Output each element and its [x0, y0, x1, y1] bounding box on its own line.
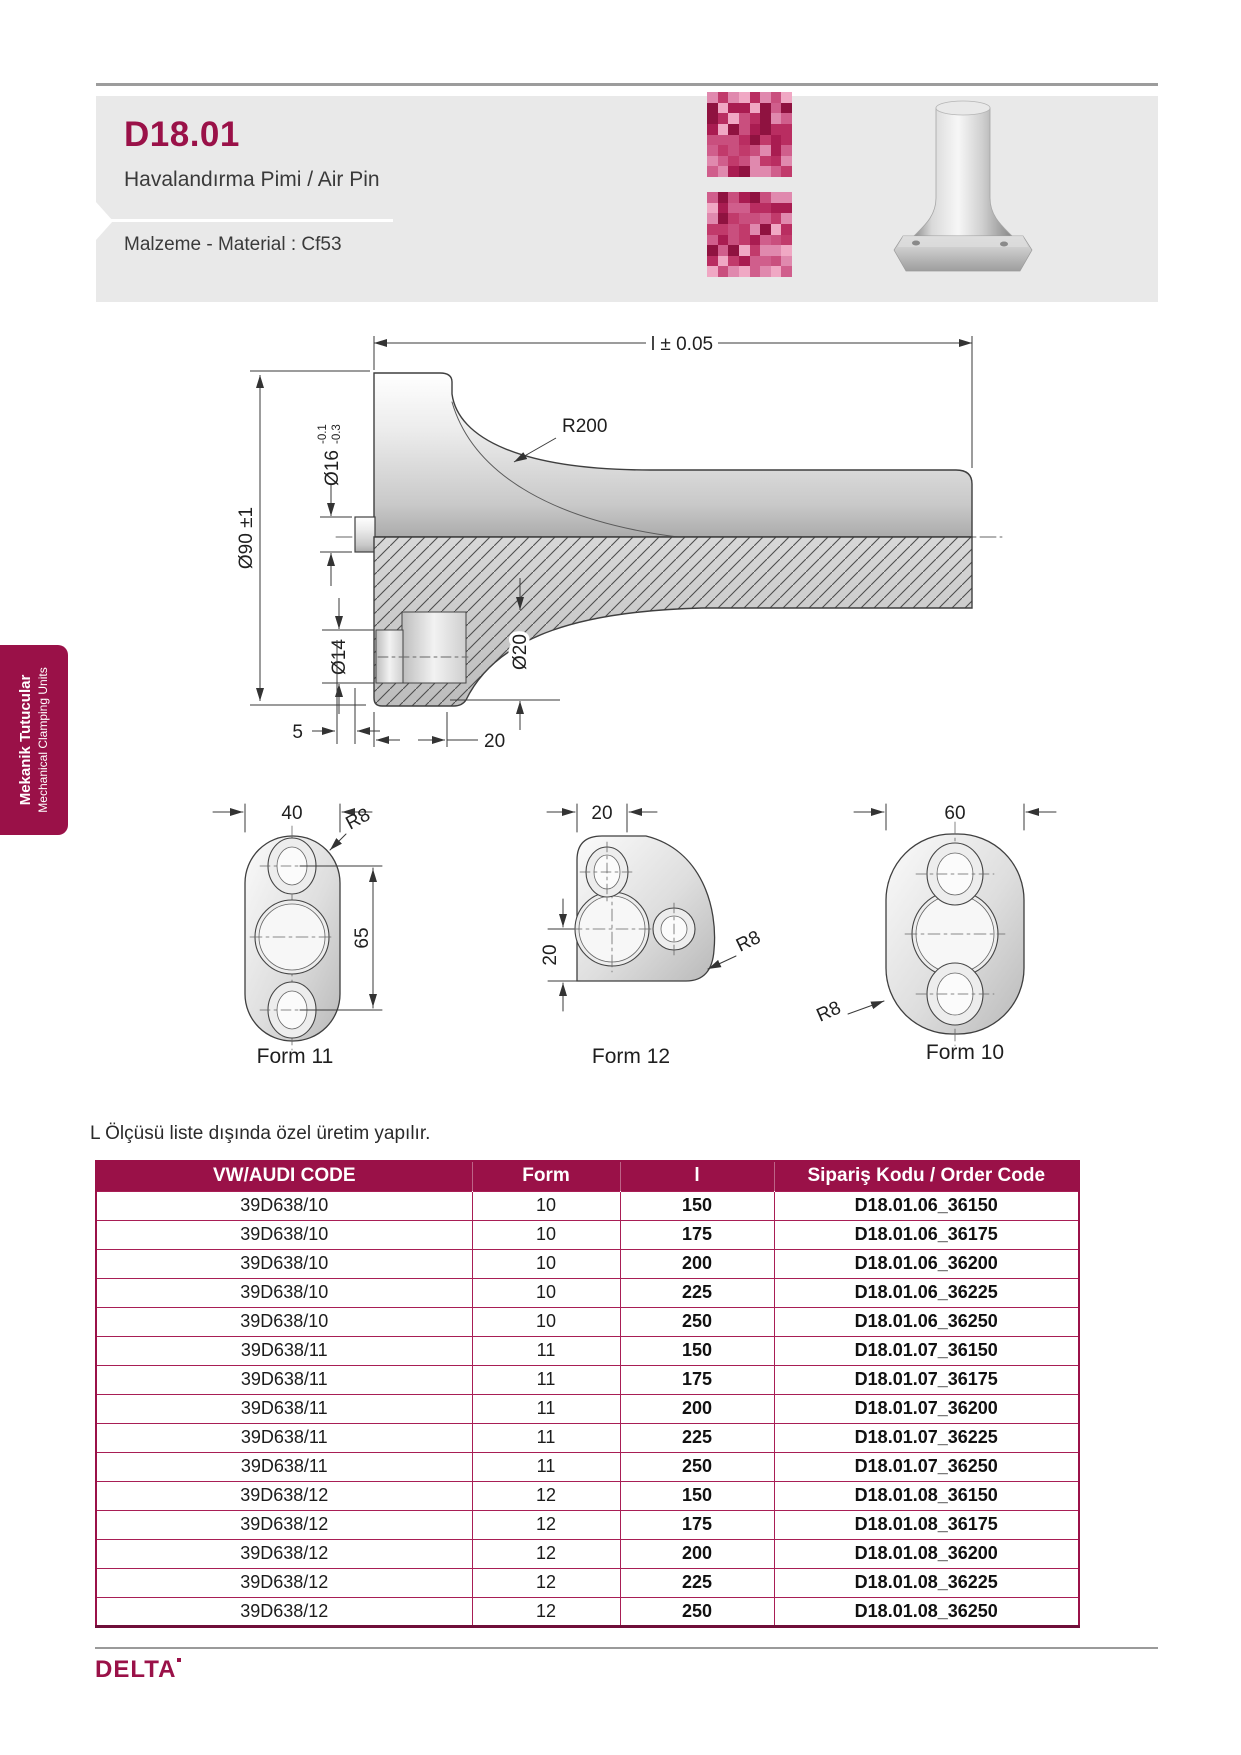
pin-3d-render: [894, 101, 1032, 271]
cell-vw-audi-code: 39D638/11: [96, 1452, 472, 1481]
cell-length: 175: [620, 1510, 774, 1539]
cell-length: 150: [620, 1481, 774, 1510]
cell-form: 11: [472, 1423, 620, 1452]
registered-mark: [177, 1658, 181, 1662]
cell-length: 150: [620, 1336, 774, 1365]
cell-vw-audi-code: 39D638/11: [96, 1423, 472, 1452]
cell-order-code: D18.01.08_36225: [774, 1568, 1079, 1597]
dim-d16-tol-upper: -0.1: [317, 424, 329, 444]
table-row: [96, 1423, 1079, 1452]
col-header-order-code: Sipariş Kodu / Order Code: [774, 1161, 1079, 1191]
cell-order-code: D18.01.06_36200: [774, 1249, 1079, 1278]
cell-order-code: D18.01.08_36175: [774, 1510, 1079, 1539]
cell-order-code: D18.01.08_36150: [774, 1481, 1079, 1510]
cell-form: 10: [472, 1307, 620, 1336]
cell-vw-audi-code: 39D638/12: [96, 1481, 472, 1510]
cell-form: 12: [472, 1510, 620, 1539]
form10-label: Form 10: [925, 1041, 1005, 1064]
cell-order-code: D18.01.08_36250: [774, 1597, 1079, 1626]
dim-step5-label: 5: [292, 722, 303, 743]
cell-length: 250: [620, 1452, 774, 1481]
cell-form: 10: [472, 1249, 620, 1278]
cell-vw-audi-code: 39D638/10: [96, 1249, 472, 1278]
sidebar-label-english: Mechanical Clamping Units: [35, 667, 50, 813]
cell-vw-audi-code: 39D638/12: [96, 1568, 472, 1597]
cell-form: 10: [472, 1220, 620, 1249]
cell-form: 11: [472, 1394, 620, 1423]
table-row: [96, 1336, 1079, 1365]
cell-vw-audi-code: 39D638/12: [96, 1597, 472, 1626]
form12-radius-dim: R8: [732, 926, 765, 957]
table-row: [96, 1597, 1079, 1626]
footer-rule: [95, 1647, 1158, 1649]
cell-length: 150: [620, 1191, 774, 1220]
table-row: [96, 1278, 1079, 1307]
dim-length-label: l ± 0.05: [650, 334, 714, 355]
table-row: [96, 1510, 1079, 1539]
material-info: Malzeme - Material : Cf53: [124, 234, 342, 255]
form11-drawing: [213, 803, 382, 1068]
dim-r200-label: R200: [562, 416, 608, 437]
cell-form: 10: [472, 1278, 620, 1307]
col-header-vw-audi-code: VW/AUDI CODE: [96, 1161, 472, 1191]
cell-length: 175: [620, 1365, 774, 1394]
cell-vw-audi-code: 39D638/11: [96, 1336, 472, 1365]
dim-boss20-label: 20: [484, 731, 506, 752]
form11-height-dim: 65: [352, 927, 373, 949]
cell-vw-audi-code: 39D638/10: [96, 1278, 472, 1307]
table-row: [96, 1539, 1079, 1568]
cell-vw-audi-code: 39D638/10: [96, 1307, 472, 1336]
table-row: [96, 1481, 1079, 1510]
cell-order-code: D18.01.07_36150: [774, 1336, 1079, 1365]
table-row: [96, 1365, 1079, 1394]
cell-length: 200: [620, 1539, 774, 1568]
table-row: [96, 1249, 1079, 1278]
form12-height-dim: 20: [540, 944, 561, 966]
cell-form: 12: [472, 1568, 620, 1597]
cell-form: 12: [472, 1481, 620, 1510]
cell-vw-audi-code: 39D638/12: [96, 1510, 472, 1539]
cell-order-code: D18.01.07_36225: [774, 1423, 1079, 1452]
cell-order-code: D18.01.07_36175: [774, 1365, 1079, 1394]
cell-form: 11: [472, 1452, 620, 1481]
cell-form: 10: [472, 1191, 620, 1220]
delta-logo-text: DELTA: [95, 1656, 177, 1683]
cell-order-code: D18.01.06_36225: [774, 1278, 1079, 1307]
form11-label: Form 11: [256, 1045, 334, 1068]
form10-drawing: [813, 803, 1056, 1064]
table-row: [96, 1394, 1079, 1423]
dim-d16-label: Ø16: [322, 450, 343, 486]
table-row: [96, 1568, 1079, 1597]
parts-table: [95, 1160, 1080, 1628]
product-title: Havalandırma Pimi / Air Pin: [124, 168, 380, 191]
cell-vw-audi-code: 39D638/10: [96, 1220, 472, 1249]
sidebar-label-turkish: Mekanik Tutucular: [17, 674, 35, 806]
cell-form: 11: [472, 1336, 620, 1365]
form11-width-dim: 40: [281, 803, 303, 824]
form11-radius-dim: R8: [342, 804, 374, 835]
cell-length: 225: [620, 1278, 774, 1307]
product-code: D18.01: [124, 115, 240, 154]
cell-length: 200: [620, 1394, 774, 1423]
cell-vw-audi-code: 39D638/11: [96, 1394, 472, 1423]
table-row: [96, 1452, 1079, 1481]
form12-label: Form 12: [591, 1045, 671, 1068]
cell-length: 225: [620, 1568, 774, 1597]
dim-d16-tol-lower: -0.3: [331, 424, 343, 444]
table-row: [96, 1307, 1079, 1336]
form10-width-dim: 60: [944, 803, 966, 824]
cell-vw-audi-code: 39D638/12: [96, 1539, 472, 1568]
cell-length: 250: [620, 1597, 774, 1626]
table-row: [96, 1191, 1079, 1220]
cell-order-code: D18.01.06_36175: [774, 1220, 1079, 1249]
dim-d90-label: Ø90 ±1: [236, 506, 257, 570]
dim-d20-label: Ø20: [510, 634, 531, 670]
cell-form: 11: [472, 1365, 620, 1394]
cell-form: 12: [472, 1539, 620, 1568]
cell-length: 200: [620, 1249, 774, 1278]
form12-drawing: [540, 803, 764, 1068]
table-row: [96, 1220, 1079, 1249]
cell-order-code: D18.01.06_36150: [774, 1191, 1079, 1220]
cell-length: 250: [620, 1307, 774, 1336]
custom-length-note: L Ölçüsü liste dışında özel üretim yapılır.: [90, 1123, 431, 1144]
cell-form: 12: [472, 1597, 620, 1626]
col-header-form: Form: [472, 1161, 620, 1191]
cell-vw-audi-code: 39D638/10: [96, 1191, 472, 1220]
table-header-row: [96, 1161, 1079, 1191]
form10-radius-dim: R8: [813, 997, 845, 1027]
cell-length: 225: [620, 1423, 774, 1452]
col-header-length: l: [620, 1161, 774, 1191]
cell-order-code: D18.01.08_36200: [774, 1539, 1079, 1568]
cell-order-code: D18.01.07_36200: [774, 1394, 1079, 1423]
dim-d14-label: Ø14: [329, 639, 350, 675]
cell-vw-audi-code: 39D638/11: [96, 1365, 472, 1394]
form12-width-dim: 20: [591, 803, 613, 824]
main-section-drawing: [336, 373, 1002, 706]
delta-logo: [95, 1656, 181, 1684]
cell-order-code: D18.01.07_36250: [774, 1452, 1079, 1481]
cell-length: 175: [620, 1220, 774, 1249]
cell-order-code: D18.01.06_36250: [774, 1307, 1079, 1336]
